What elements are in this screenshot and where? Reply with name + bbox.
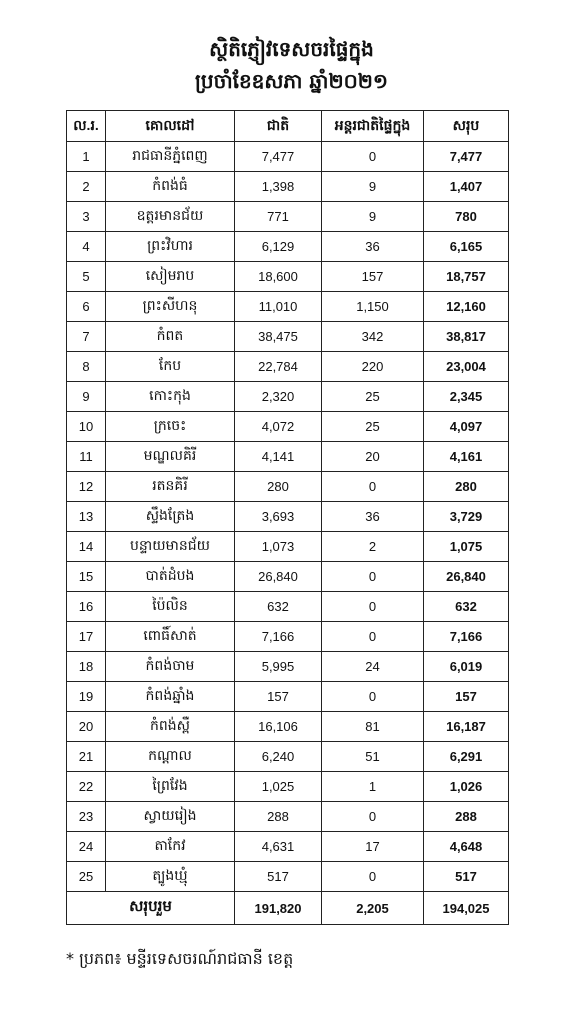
row-number: 7 [67,322,106,352]
row-destination: ព្រៃវែង [106,772,235,802]
row-international: 157 [322,262,424,292]
header-national: ជាតិ [235,111,322,142]
row-number: 16 [67,592,106,622]
row-total: 780 [424,202,509,232]
grand-total-label: សរុបរួម [67,892,235,925]
grand-total-national: 191,820 [235,892,322,925]
row-national: 1,025 [235,772,322,802]
page-subtitle: ប្រចាំខែឧសភា ឆ្នាំ២០២១ [194,69,389,93]
grand-total-international: 2,205 [322,892,424,925]
row-destination: ប៉ៃលិន [106,592,235,622]
row-destination: ត្បូងឃ្មុំ [106,862,235,892]
row-number: 12 [67,472,106,502]
table-row [67,172,509,202]
table-row [67,862,509,892]
row-international: 342 [322,322,424,352]
row-international: 0 [322,592,424,622]
header-destination: គោលដៅ [106,111,235,142]
row-destination: កំពង់ធំ [106,172,235,202]
row-national: 4,072 [235,412,322,442]
row-national: 280 [235,472,322,502]
row-destination: ស្ទឹងត្រែង [106,502,235,532]
row-international: 0 [322,562,424,592]
table-row [67,292,509,322]
row-international: 0 [322,682,424,712]
row-total: 26,840 [424,562,509,592]
row-destination: កំពង់ចាម [106,652,235,682]
row-total: 7,166 [424,622,509,652]
row-international: 0 [322,862,424,892]
row-national: 517 [235,862,322,892]
table-body [67,142,509,892]
row-destination: ស្វាយរៀង [106,802,235,832]
table-row [67,742,509,772]
table-row [67,772,509,802]
row-destination: តាកែវ [106,832,235,862]
row-national: 2,320 [235,382,322,412]
row-number: 3 [67,202,106,232]
row-number: 9 [67,382,106,412]
table-row [67,502,509,532]
row-national: 1,073 [235,532,322,562]
page-title: ស្ថិតិភ្ញៀវទេសចរផ្ទៃក្នុង [209,37,374,61]
row-international: 0 [322,622,424,652]
row-total: 157 [424,682,509,712]
row-total: 16,187 [424,712,509,742]
row-number: 25 [67,862,106,892]
row-international: 81 [322,712,424,742]
row-number: 18 [67,652,106,682]
table-row [67,562,509,592]
row-total: 18,757 [424,262,509,292]
row-destination: កែប [106,352,235,382]
row-total: 6,019 [424,652,509,682]
row-number: 19 [67,682,106,712]
table-row [67,232,509,262]
row-national: 6,240 [235,742,322,772]
row-destination: កំពង់ស្ពឺ [106,712,235,742]
row-destination: កណ្ដាល [106,742,235,772]
row-national: 4,631 [235,832,322,862]
row-destination: ពោធិ៍សាត់ [106,622,235,652]
table-row [67,322,509,352]
row-national: 4,141 [235,442,322,472]
row-national: 26,840 [235,562,322,592]
row-international: 2 [322,532,424,562]
row-international: 9 [322,172,424,202]
row-total: 1,075 [424,532,509,562]
row-total: 4,097 [424,412,509,442]
row-total: 4,648 [424,832,509,862]
row-number: 4 [67,232,106,262]
row-international: 20 [322,442,424,472]
row-total: 6,165 [424,232,509,262]
row-national: 771 [235,202,322,232]
row-number: 11 [67,442,106,472]
row-international: 1,150 [322,292,424,322]
row-total: 1,026 [424,772,509,802]
header-number: ល.រ. [67,111,106,142]
table-row [67,682,509,712]
row-international: 0 [322,802,424,832]
table-row [67,262,509,292]
row-number: 6 [67,292,106,322]
table-row [67,622,509,652]
table-row [67,592,509,622]
row-destination: ព្រះវិហារ [106,232,235,262]
row-number: 22 [67,772,106,802]
row-total: 1,407 [424,172,509,202]
row-national: 6,129 [235,232,322,262]
row-national: 38,475 [235,322,322,352]
table-row [67,532,509,562]
row-number: 2 [67,172,106,202]
table-row [67,412,509,442]
row-destination: សៀមរាប [106,262,235,292]
row-total: 4,161 [424,442,509,472]
row-international: 0 [322,142,424,172]
row-national: 5,995 [235,652,322,682]
row-total: 517 [424,862,509,892]
row-destination: កោះកុង [106,382,235,412]
row-number: 13 [67,502,106,532]
row-national: 632 [235,592,322,622]
row-national: 11,010 [235,292,322,322]
row-number: 8 [67,352,106,382]
row-number: 17 [67,622,106,652]
table-row [67,352,509,382]
table-row [67,802,509,832]
row-international: 220 [322,352,424,382]
row-total: 23,004 [424,352,509,382]
row-international: 36 [322,232,424,262]
row-international: 9 [322,202,424,232]
table-row [67,142,509,172]
row-national: 7,477 [235,142,322,172]
row-destination: បាត់ដំបង [106,562,235,592]
table-row [67,832,509,862]
row-destination: មណ្ឌលគិរី [106,442,235,472]
header-international: អន្តរជាតិផ្ទៃក្នុង [322,111,424,142]
grand-total-row [67,892,509,925]
table-header-row [67,111,509,142]
row-national: 3,693 [235,502,322,532]
table-row [67,382,509,412]
row-total: 7,477 [424,142,509,172]
row-national: 288 [235,802,322,832]
row-number: 14 [67,532,106,562]
row-number: 10 [67,412,106,442]
table-row [67,202,509,232]
row-national: 157 [235,682,322,712]
row-total: 38,817 [424,322,509,352]
row-international: 25 [322,382,424,412]
row-total: 3,729 [424,502,509,532]
row-number: 23 [67,802,106,832]
row-destination: ព្រះសីហនុ [106,292,235,322]
row-number: 5 [67,262,106,292]
row-total: 12,160 [424,292,509,322]
row-international: 1 [322,772,424,802]
row-total: 632 [424,592,509,622]
row-number: 20 [67,712,106,742]
row-destination: កំពត [106,322,235,352]
source-footnote: * ប្រភព៖ មន្ទីរទេសចរណ៍រាជធានី ខេត្ត [66,949,294,968]
table-row [67,472,509,502]
row-number: 24 [67,832,106,862]
row-international: 0 [322,472,424,502]
tourist-statistics-table [66,110,509,925]
row-number: 1 [67,142,106,172]
row-international: 25 [322,412,424,442]
row-international: 17 [322,832,424,862]
table-row [67,652,509,682]
row-international: 24 [322,652,424,682]
grand-total-sum: 194,025 [424,892,509,925]
row-destination: រាជធានីភ្នំពេញ [106,142,235,172]
header-total: សរុប [424,111,509,142]
row-destination: កំពង់ឆ្នាំង [106,682,235,712]
row-national: 7,166 [235,622,322,652]
row-total: 2,345 [424,382,509,412]
table-row [67,442,509,472]
row-total: 6,291 [424,742,509,772]
row-national: 16,106 [235,712,322,742]
row-total: 280 [424,472,509,502]
row-international: 36 [322,502,424,532]
table-row [67,712,509,742]
row-number: 21 [67,742,106,772]
row-total: 288 [424,802,509,832]
row-national: 1,398 [235,172,322,202]
row-number: 15 [67,562,106,592]
row-destination: ក្រចេះ [106,412,235,442]
row-destination: បន្ទាយមានជ័យ [106,532,235,562]
row-international: 51 [322,742,424,772]
row-national: 18,600 [235,262,322,292]
row-national: 22,784 [235,352,322,382]
row-destination: ឧត្តរមានជ័យ [106,202,235,232]
row-destination: រតនគិរី [106,472,235,502]
